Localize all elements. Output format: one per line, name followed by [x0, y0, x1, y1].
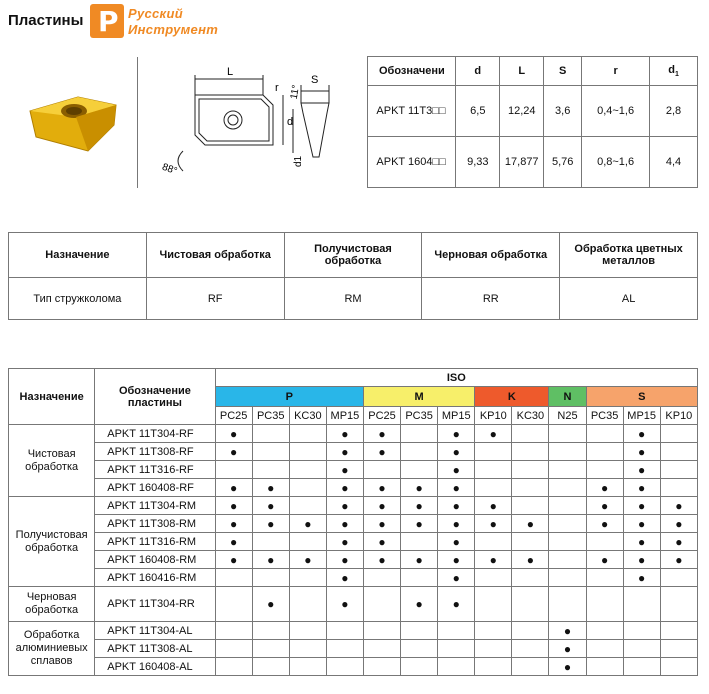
empty-cell — [660, 658, 697, 676]
empty-cell — [549, 551, 586, 569]
empty-cell — [438, 622, 475, 640]
empty-cell — [586, 533, 623, 551]
empty-cell — [475, 461, 512, 479]
empty-cell — [215, 640, 252, 658]
designation-cell: APKT 11T304-RM — [95, 497, 215, 515]
grade-name: N25 — [549, 407, 586, 425]
applicable-mark: ● — [363, 551, 400, 569]
applicable-mark: ● — [252, 479, 289, 497]
empty-cell — [215, 658, 252, 676]
empty-cell — [623, 622, 660, 640]
grade-name: PC35 — [401, 407, 438, 425]
insert-cell: 12,24 — [500, 86, 544, 137]
empty-cell — [363, 640, 400, 658]
applicable-mark: ● — [438, 425, 475, 443]
empty-cell — [586, 425, 623, 443]
insert-cell: APKT 11T3□□ — [368, 86, 456, 137]
logo-text-line1: Русский — [128, 6, 183, 21]
applicable-mark: ● — [326, 497, 363, 515]
applicable-mark: ● — [326, 551, 363, 569]
applicable-mark: ● — [215, 533, 252, 551]
applicable-mark: ● — [215, 551, 252, 569]
cb-value-rr: RR — [422, 278, 560, 320]
empty-cell — [660, 425, 697, 443]
empty-cell — [512, 461, 549, 479]
empty-cell — [549, 497, 586, 515]
svg-text:d: d — [286, 115, 294, 128]
insert-cell: 0,8~1,6 — [582, 137, 650, 188]
col-designation: Обозначени — [368, 57, 456, 86]
insert-dimensions-table — [8, 56, 698, 188]
insert-cell: 3,6 — [544, 86, 582, 137]
grade-name: KC30 — [512, 407, 549, 425]
designation-cell: APKT 11T304-AL — [95, 622, 215, 640]
empty-cell — [475, 587, 512, 622]
grade-row — [9, 587, 698, 622]
grade-row — [9, 497, 698, 515]
applicable-mark: ● — [586, 479, 623, 497]
empty-cell — [289, 587, 326, 622]
empty-cell — [586, 658, 623, 676]
grade-header-row-iso — [9, 369, 698, 387]
empty-cell — [289, 497, 326, 515]
applicable-mark: ● — [215, 515, 252, 533]
brand-logo — [90, 4, 226, 40]
empty-cell — [623, 658, 660, 676]
empty-cell — [289, 640, 326, 658]
insert-cell: 5,76 — [544, 137, 582, 188]
empty-cell — [289, 443, 326, 461]
insert-cell: 9,33 — [456, 137, 500, 188]
grade-header-designation: Обозначение пластины — [95, 369, 215, 425]
insert-cell: APKT 1604□□ — [368, 137, 456, 188]
empty-cell — [623, 640, 660, 658]
designation-cell: APKT 160416-RM — [95, 569, 215, 587]
applicable-mark: ● — [549, 640, 586, 658]
empty-cell — [289, 622, 326, 640]
empty-cell — [512, 658, 549, 676]
empty-cell — [252, 461, 289, 479]
empty-cell — [660, 587, 697, 622]
empty-cell — [512, 587, 549, 622]
empty-cell — [549, 425, 586, 443]
empty-cell — [401, 443, 438, 461]
empty-cell — [326, 658, 363, 676]
designation-cell: APKT 11T304-RR — [95, 587, 215, 622]
applicable-mark: ● — [326, 569, 363, 587]
designation-cell: APKT 160408-RF — [95, 479, 215, 497]
applicable-mark: ● — [401, 551, 438, 569]
insert-cell: 17,877 — [500, 137, 544, 188]
grade-name: KC30 — [289, 407, 326, 425]
applicable-mark: ● — [252, 551, 289, 569]
applicable-mark: ● — [512, 551, 549, 569]
applicable-mark: ● — [215, 443, 252, 461]
empty-cell — [660, 622, 697, 640]
applicable-mark: ● — [475, 551, 512, 569]
applicable-mark: ● — [623, 533, 660, 551]
applicable-mark: ● — [586, 515, 623, 533]
empty-cell — [660, 640, 697, 658]
cb-header-semifinishing: Получистовая обработка — [284, 233, 422, 278]
empty-cell — [512, 443, 549, 461]
empty-cell — [289, 569, 326, 587]
applicable-mark: ● — [623, 443, 660, 461]
grade-table — [8, 368, 698, 676]
svg-text:88°: 88° — [160, 161, 179, 177]
applicable-mark: ● — [363, 479, 400, 497]
empty-cell — [289, 425, 326, 443]
empty-cell — [660, 479, 697, 497]
applicable-mark: ● — [326, 461, 363, 479]
section-name: Чистовая обработка — [9, 425, 95, 497]
empty-cell — [289, 461, 326, 479]
empty-cell — [289, 479, 326, 497]
applicable-mark: ● — [475, 425, 512, 443]
designation-cell: APKT 11T308-AL — [95, 640, 215, 658]
cb-header-purpose: Назначение — [9, 233, 147, 278]
applicable-mark: ● — [289, 551, 326, 569]
empty-cell — [512, 640, 549, 658]
empty-cell — [438, 658, 475, 676]
applicable-mark: ● — [623, 551, 660, 569]
iso-group-n: N — [549, 387, 586, 407]
empty-cell — [475, 533, 512, 551]
grade-header-purpose: Назначение — [9, 369, 95, 425]
grade-name: MP15 — [438, 407, 475, 425]
svg-text:11°: 11° — [288, 83, 302, 100]
col-d1: $d_1$ — [650, 57, 698, 86]
applicable-mark: ● — [586, 551, 623, 569]
empty-cell — [586, 461, 623, 479]
cb-value-al: AL — [560, 278, 698, 320]
applicable-mark: ● — [438, 569, 475, 587]
empty-cell — [586, 622, 623, 640]
section-name: Получистовая обработка — [9, 497, 95, 587]
applicable-mark: ● — [438, 515, 475, 533]
empty-cell — [586, 569, 623, 587]
applicable-mark: ● — [475, 515, 512, 533]
cb-row-label: Тип стружколома — [9, 278, 147, 320]
grade-row — [9, 461, 698, 479]
empty-cell — [586, 443, 623, 461]
grade-name: MP15 — [326, 407, 363, 425]
empty-cell — [363, 569, 400, 587]
insert-drawing — [138, 57, 368, 188]
applicable-mark: ● — [215, 497, 252, 515]
applicable-mark: ● — [586, 497, 623, 515]
empty-cell — [512, 622, 549, 640]
applicable-mark: ● — [401, 587, 438, 622]
grade-row — [9, 640, 698, 658]
empty-cell — [363, 587, 400, 622]
applicable-mark: ● — [363, 533, 400, 551]
applicable-mark: ● — [401, 479, 438, 497]
iso-group-k: K — [475, 387, 549, 407]
empty-cell — [549, 515, 586, 533]
col-r: r — [582, 57, 650, 86]
grade-name: PC25 — [363, 407, 400, 425]
grade-row — [9, 425, 698, 443]
col-S: S — [544, 57, 582, 86]
grade-row — [9, 443, 698, 461]
empty-cell — [401, 461, 438, 479]
applicable-mark: ● — [438, 497, 475, 515]
empty-cell — [401, 533, 438, 551]
grade-name: PC25 — [215, 407, 252, 425]
applicable-mark: ● — [438, 461, 475, 479]
applicable-mark: ● — [215, 479, 252, 497]
page-title: Пластины — [8, 12, 84, 29]
applicable-mark: ● — [401, 515, 438, 533]
empty-cell — [512, 497, 549, 515]
applicable-mark: ● — [326, 515, 363, 533]
iso-group-p: P — [215, 387, 363, 407]
cb-value-rf: RF — [146, 278, 284, 320]
applicable-mark: ● — [660, 533, 697, 551]
applicable-mark: ● — [363, 497, 400, 515]
empty-cell — [215, 622, 252, 640]
insert-cell: 4,4 — [650, 137, 698, 188]
applicable-mark: ● — [252, 497, 289, 515]
empty-cell — [252, 569, 289, 587]
svg-text:r: r — [274, 81, 279, 94]
grade-row — [9, 658, 698, 676]
empty-cell — [475, 443, 512, 461]
cb-value-rm: RM — [284, 278, 422, 320]
empty-cell — [326, 622, 363, 640]
applicable-mark: ● — [512, 515, 549, 533]
insert-cell: 0,4~1,6 — [582, 86, 650, 137]
designation-cell: APKT 11T304-RF — [95, 425, 215, 443]
applicable-mark: ● — [438, 443, 475, 461]
empty-cell — [438, 640, 475, 658]
applicable-mark: ● — [623, 569, 660, 587]
empty-cell — [475, 479, 512, 497]
applicable-mark: ● — [623, 479, 660, 497]
cb-header-roughing: Черновая обработка — [422, 233, 560, 278]
applicable-mark: ● — [623, 425, 660, 443]
grade-row — [9, 533, 698, 551]
svg-text:S: S — [310, 73, 319, 86]
applicable-mark: ● — [623, 515, 660, 533]
designation-cell: APKT 11T316-RM — [95, 533, 215, 551]
empty-cell — [475, 640, 512, 658]
section-name: Обработка алюминиевых сплавов — [9, 622, 95, 676]
empty-cell — [252, 443, 289, 461]
empty-cell — [252, 622, 289, 640]
designation-cell: APKT 160408-AL — [95, 658, 215, 676]
empty-cell — [215, 461, 252, 479]
empty-cell — [623, 587, 660, 622]
col-L: L — [500, 57, 544, 86]
empty-cell — [401, 640, 438, 658]
applicable-mark: ● — [401, 497, 438, 515]
applicable-mark: ● — [326, 425, 363, 443]
logo-mark-icon: P — [90, 4, 124, 38]
applicable-mark: ● — [289, 515, 326, 533]
applicable-mark: ● — [438, 587, 475, 622]
designation-cell: APKT 11T308-RF — [95, 443, 215, 461]
applicable-mark: ● — [438, 479, 475, 497]
empty-cell — [512, 425, 549, 443]
applicable-mark: ● — [363, 443, 400, 461]
empty-cell — [363, 622, 400, 640]
applicable-mark: ● — [438, 533, 475, 551]
grade-name: KP10 — [660, 407, 697, 425]
empty-cell — [549, 533, 586, 551]
empty-cell — [549, 587, 586, 622]
grade-row — [9, 551, 698, 569]
empty-cell — [512, 533, 549, 551]
iso-group-m: M — [363, 387, 474, 407]
applicable-mark: ● — [660, 551, 697, 569]
applicable-mark: ● — [363, 515, 400, 533]
insert-cell: 2,8 — [650, 86, 698, 137]
empty-cell — [660, 461, 697, 479]
designation-cell: APKT 11T308-RM — [95, 515, 215, 533]
col-d: d — [456, 57, 500, 86]
empty-cell — [215, 587, 252, 622]
applicable-mark: ● — [252, 587, 289, 622]
designation-cell: APKT 160408-RM — [95, 551, 215, 569]
empty-cell — [289, 533, 326, 551]
grade-row — [9, 569, 698, 587]
empty-cell — [549, 461, 586, 479]
empty-cell — [475, 658, 512, 676]
logo-text-line2: Инструмент — [128, 22, 219, 37]
designation-cell: APKT 11T316-RF — [95, 461, 215, 479]
applicable-mark: ● — [475, 497, 512, 515]
applicable-mark: ● — [326, 533, 363, 551]
applicable-mark: ● — [623, 497, 660, 515]
applicable-mark: ● — [215, 425, 252, 443]
empty-cell — [660, 569, 697, 587]
grade-row — [9, 479, 698, 497]
empty-cell — [401, 425, 438, 443]
svg-text:L: L — [226, 65, 234, 78]
empty-cell — [289, 658, 326, 676]
empty-cell — [512, 569, 549, 587]
empty-cell — [586, 587, 623, 622]
cb-header-nonferrous: Обработка цветных металлов — [560, 233, 698, 278]
grade-name: PC35 — [252, 407, 289, 425]
applicable-mark: ● — [438, 551, 475, 569]
empty-cell — [252, 425, 289, 443]
grade-row — [9, 515, 698, 533]
applicable-mark: ● — [326, 443, 363, 461]
empty-cell — [363, 658, 400, 676]
section-name: Черновая обработка — [9, 587, 95, 622]
empty-cell — [215, 569, 252, 587]
empty-cell — [660, 443, 697, 461]
empty-cell — [401, 569, 438, 587]
empty-cell — [401, 658, 438, 676]
empty-cell — [512, 479, 549, 497]
applicable-mark: ● — [660, 515, 697, 533]
cb-header-finishing: Чистовая обработка — [146, 233, 284, 278]
applicable-mark: ● — [252, 515, 289, 533]
empty-cell — [363, 461, 400, 479]
applicable-mark: ● — [623, 461, 660, 479]
empty-cell — [549, 569, 586, 587]
grade-row — [9, 622, 698, 640]
applicable-mark: ● — [549, 622, 586, 640]
empty-cell — [401, 622, 438, 640]
grade-name: MP15 — [623, 407, 660, 425]
empty-cell — [475, 569, 512, 587]
empty-cell — [252, 640, 289, 658]
applicable-mark: ● — [549, 658, 586, 676]
empty-cell — [252, 533, 289, 551]
chipbreaker-table — [8, 232, 698, 320]
empty-cell — [326, 640, 363, 658]
empty-cell — [549, 479, 586, 497]
applicable-mark: ● — [660, 497, 697, 515]
grade-name: PC35 — [586, 407, 623, 425]
grade-header-iso: ISO — [215, 369, 697, 387]
svg-text:d1: d1 — [292, 155, 304, 167]
empty-cell — [475, 622, 512, 640]
applicable-mark: ● — [326, 587, 363, 622]
empty-cell — [252, 658, 289, 676]
insert-cell: 6,5 — [456, 86, 500, 137]
empty-cell — [586, 640, 623, 658]
applicable-mark: ● — [326, 479, 363, 497]
empty-cell — [549, 443, 586, 461]
applicable-mark: ● — [363, 425, 400, 443]
grade-name: KP10 — [475, 407, 512, 425]
insert-photo — [8, 57, 138, 188]
iso-group-s: S — [586, 387, 697, 407]
